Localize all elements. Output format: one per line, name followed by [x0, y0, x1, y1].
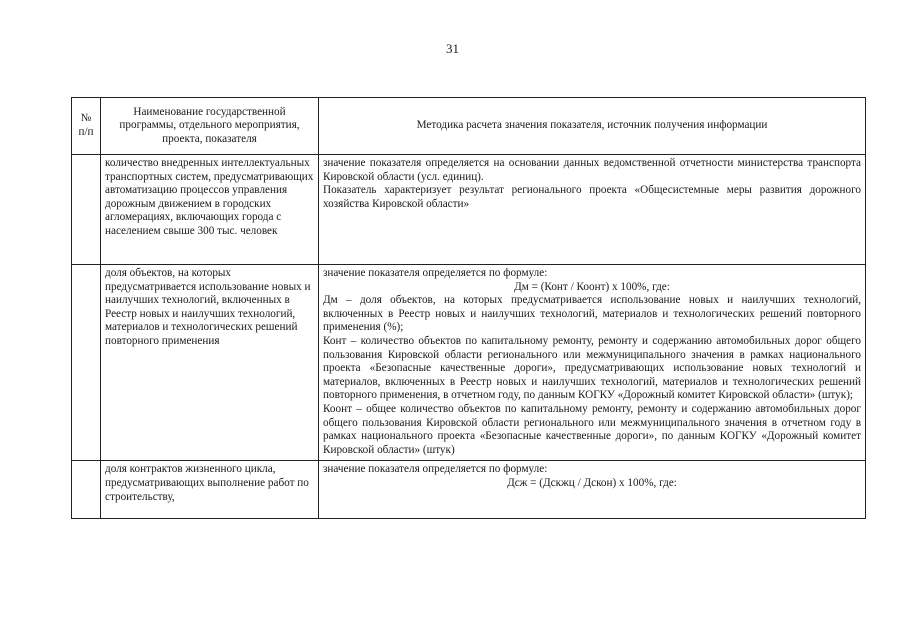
definition: Дм – доля объектов, на которых предусматривается использование новых и наилучших технологий, включенных в Реестр новых и наилучших технологий, материалов и технологических решений повторного применения (%);: [323, 294, 861, 334]
table-row: [72, 265, 866, 461]
method-text: Показатель характеризует результат регионального проекта «Общесистемные меры развития дорожного хозяйства Кировской области»: [323, 184, 861, 210]
method-cell: [319, 155, 866, 265]
definition: Конт – количество объектов по капитальному ремонту, ремонту и содержанию автомобильных дорог общего пользования Кировской области регионального или межмуниципального значения в рамках национального проекта «Безопасные качественные дороги», предусматривающих использование новых технологий и материалов, включенных в Реестр новых и наилучших технологий, материалов и технологических решений повторного применения, в отчетном году, по данным КОГКУ «Дорожный комитет Кировской области» (штук);: [323, 334, 861, 402]
method-cell: [319, 461, 866, 519]
method-cell: [319, 265, 866, 461]
method-text: значение показателя определяется на основании данных ведомственной отчетности министерства транспорта Кировской области (усл. единиц).: [323, 157, 861, 183]
method-intro: значение показателя определяется по формуле:: [323, 267, 548, 279]
header-name: Наименование государственной программы, отдельного мероприятия, проекта, показателя: [101, 98, 319, 155]
formula: Дм = (Конт / Коонт) x 100%, где:: [514, 280, 670, 293]
row-number-cell: [72, 461, 101, 519]
formula: Дсж = (Дскжц / Дскон) x 100%, где:: [507, 476, 677, 489]
indicator-name: количество внедренных интеллектуальных транспортных систем, предусматривающих автоматизацию процессов управления дорожным движением в городских агломерациях, включающих города с населением свыше 300 тыс. человек: [101, 155, 319, 265]
method-intro: значение показателя определяется по формуле:: [323, 463, 548, 476]
page-number: 31: [446, 41, 459, 56]
table-row: [72, 155, 866, 265]
table-header-row: [72, 98, 866, 155]
header-number: № п/п: [72, 98, 101, 155]
row-number-cell: [72, 265, 101, 461]
row-number-cell: [72, 155, 101, 265]
definition: Коонт – общее количество объектов по капитальному ремонту, ремонту и содержанию автомобильных дорог общего пользования Кировской области регионального или межмуниципального значения в отчетном году в рамках национального проекта «Безопасные качественные дороги», по данным КОГКУ «Дорожный комитет Кировской области» (штук): [323, 402, 861, 456]
indicator-name-text: доля контрактов жизненного цикла, предусматривающих выполнение работ по строительству,: [105, 463, 309, 503]
indicator-table: [71, 97, 866, 519]
indicator-name: доля объектов, на которых предусматривается использование новых и наилучших технологий, включенных в Реестр новых и наилучших технологий, материалов и технологических решений повторного применения: [101, 265, 319, 461]
header-method: Методика расчета значения показателя, источник получения информации: [319, 98, 866, 155]
indicator-name: [101, 461, 319, 519]
table-row: [72, 461, 866, 519]
